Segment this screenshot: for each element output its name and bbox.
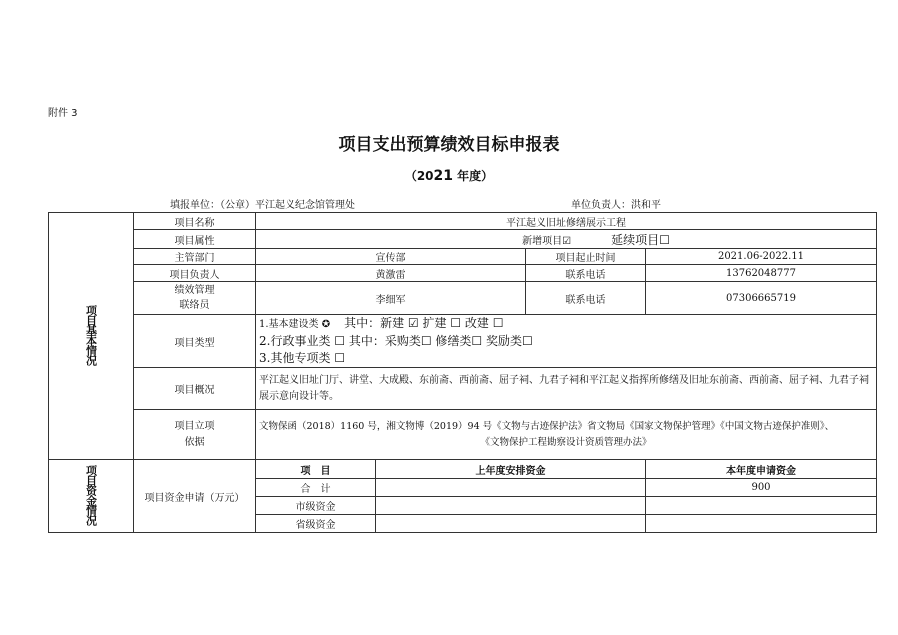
fill-unit: 填报单位：（公章）平江起义纪念馆管理处 (170, 200, 355, 211)
attr-cont: 延续项目☐ (611, 232, 670, 247)
fund-name: 市级资金 (256, 497, 376, 515)
basis-line-2: 《文物保护工程勘察设计资质管理办法》 (480, 436, 652, 448)
attr-value (256, 230, 877, 249)
budget-form-table (48, 212, 877, 533)
year-prefix: （20 (404, 169, 434, 183)
period-value: 2021.06-2022.11 (646, 249, 877, 265)
section-basic: 项目基本情况 (49, 213, 134, 460)
fund-this (646, 515, 877, 533)
basis-value (256, 410, 877, 460)
fund-this (646, 497, 877, 515)
name-label: 项目名称 (134, 213, 256, 230)
type-line-3: 3.其他专项类 ☐ (259, 351, 346, 365)
fund-last (376, 479, 646, 497)
contact-phone-label: 联系电话 (526, 282, 646, 315)
name-value: 平江起义旧址修缮展示工程 (256, 213, 877, 230)
row-type (49, 315, 877, 368)
type-line-2: 2.行政事业类 ☐ 其中：采购类☐ 修缮类☐ 奖励类☐ (259, 334, 533, 348)
row-contact (49, 282, 877, 315)
row-funds-header (49, 460, 877, 479)
type-line-1a: 1.基本建设类 ✪ (259, 319, 331, 330)
col-this: 本年度申请资金 (646, 460, 877, 479)
row-leader (49, 265, 877, 282)
dept-value: 宣传部 (256, 249, 526, 265)
contact-phone: 07306665719 (646, 282, 877, 315)
type-line-1b: 其中：新建 ☑ 扩建 ☐ 改建 ☐ (344, 316, 504, 330)
attr-new: 新增项目☑ (522, 235, 572, 247)
section-funds: 项目资金情况 (49, 460, 134, 533)
page-title: 项目支出预算绩效目标申报表 (338, 135, 560, 155)
attachment-label: 附件 3 (48, 108, 78, 119)
apply-label: 项目资金申请（万元） (134, 460, 256, 533)
basis-line-1: 文物保函（2018）1160 号，湘文物博（2019）94 号《文物与古迹保护法》省文物局《国家文物保护管理》《中国文物古迹保护准则》、 (259, 420, 835, 432)
row-basis (49, 410, 877, 460)
fund-last (376, 497, 646, 515)
fund-name: 合 计 (256, 479, 376, 497)
fund-name: 省级资金 (256, 515, 376, 533)
contact-label-1: 绩效管理 (174, 285, 215, 296)
contact-label-2: 联络员 (179, 300, 210, 311)
leader-value: 黄激雷 (256, 265, 526, 282)
dept-label: 主管部门 (134, 249, 256, 265)
col-last: 上年度安排资金 (376, 460, 646, 479)
type-label: 项目类型 (134, 315, 256, 368)
leader-label: 项目负责人 (134, 265, 256, 282)
contact-value: 李细军 (256, 282, 526, 315)
basis-label (134, 410, 256, 460)
row-dept (49, 249, 877, 265)
leader-phone: 13762048777 (646, 265, 877, 282)
type-value (256, 315, 877, 368)
row-project-attr (49, 230, 877, 249)
report-year (0, 167, 898, 184)
overview-label: 项目概况 (134, 368, 256, 410)
type-line-1 (259, 315, 873, 333)
year-emph: 21 (433, 168, 453, 184)
overview-value: 平江起义旧址门厅、讲堂、大成殿、东前斋、西前斋、屈子祠、九君子祠和平江起义指挥所修缮及旧址东前斋、西前斋、屈子祠、九君子祠展示意向设计等。 (256, 368, 877, 410)
fund-this: 900 (646, 479, 877, 497)
row-project-name (49, 213, 877, 230)
unit-head: 单位负责人：洪和平 (571, 200, 661, 211)
contact-label (134, 282, 256, 315)
year-suffix: 年度） (453, 169, 494, 183)
fund-last (376, 515, 646, 533)
leader-phone-label: 联系电话 (526, 265, 646, 282)
row-overview (49, 368, 877, 410)
col-item: 项 目 (256, 460, 376, 479)
basis-label-1: 项目立项 (174, 420, 215, 432)
attr-label: 项目属性 (134, 230, 256, 249)
period-label: 项目起止时间 (526, 249, 646, 265)
basis-label-2: 依据 (184, 436, 205, 448)
